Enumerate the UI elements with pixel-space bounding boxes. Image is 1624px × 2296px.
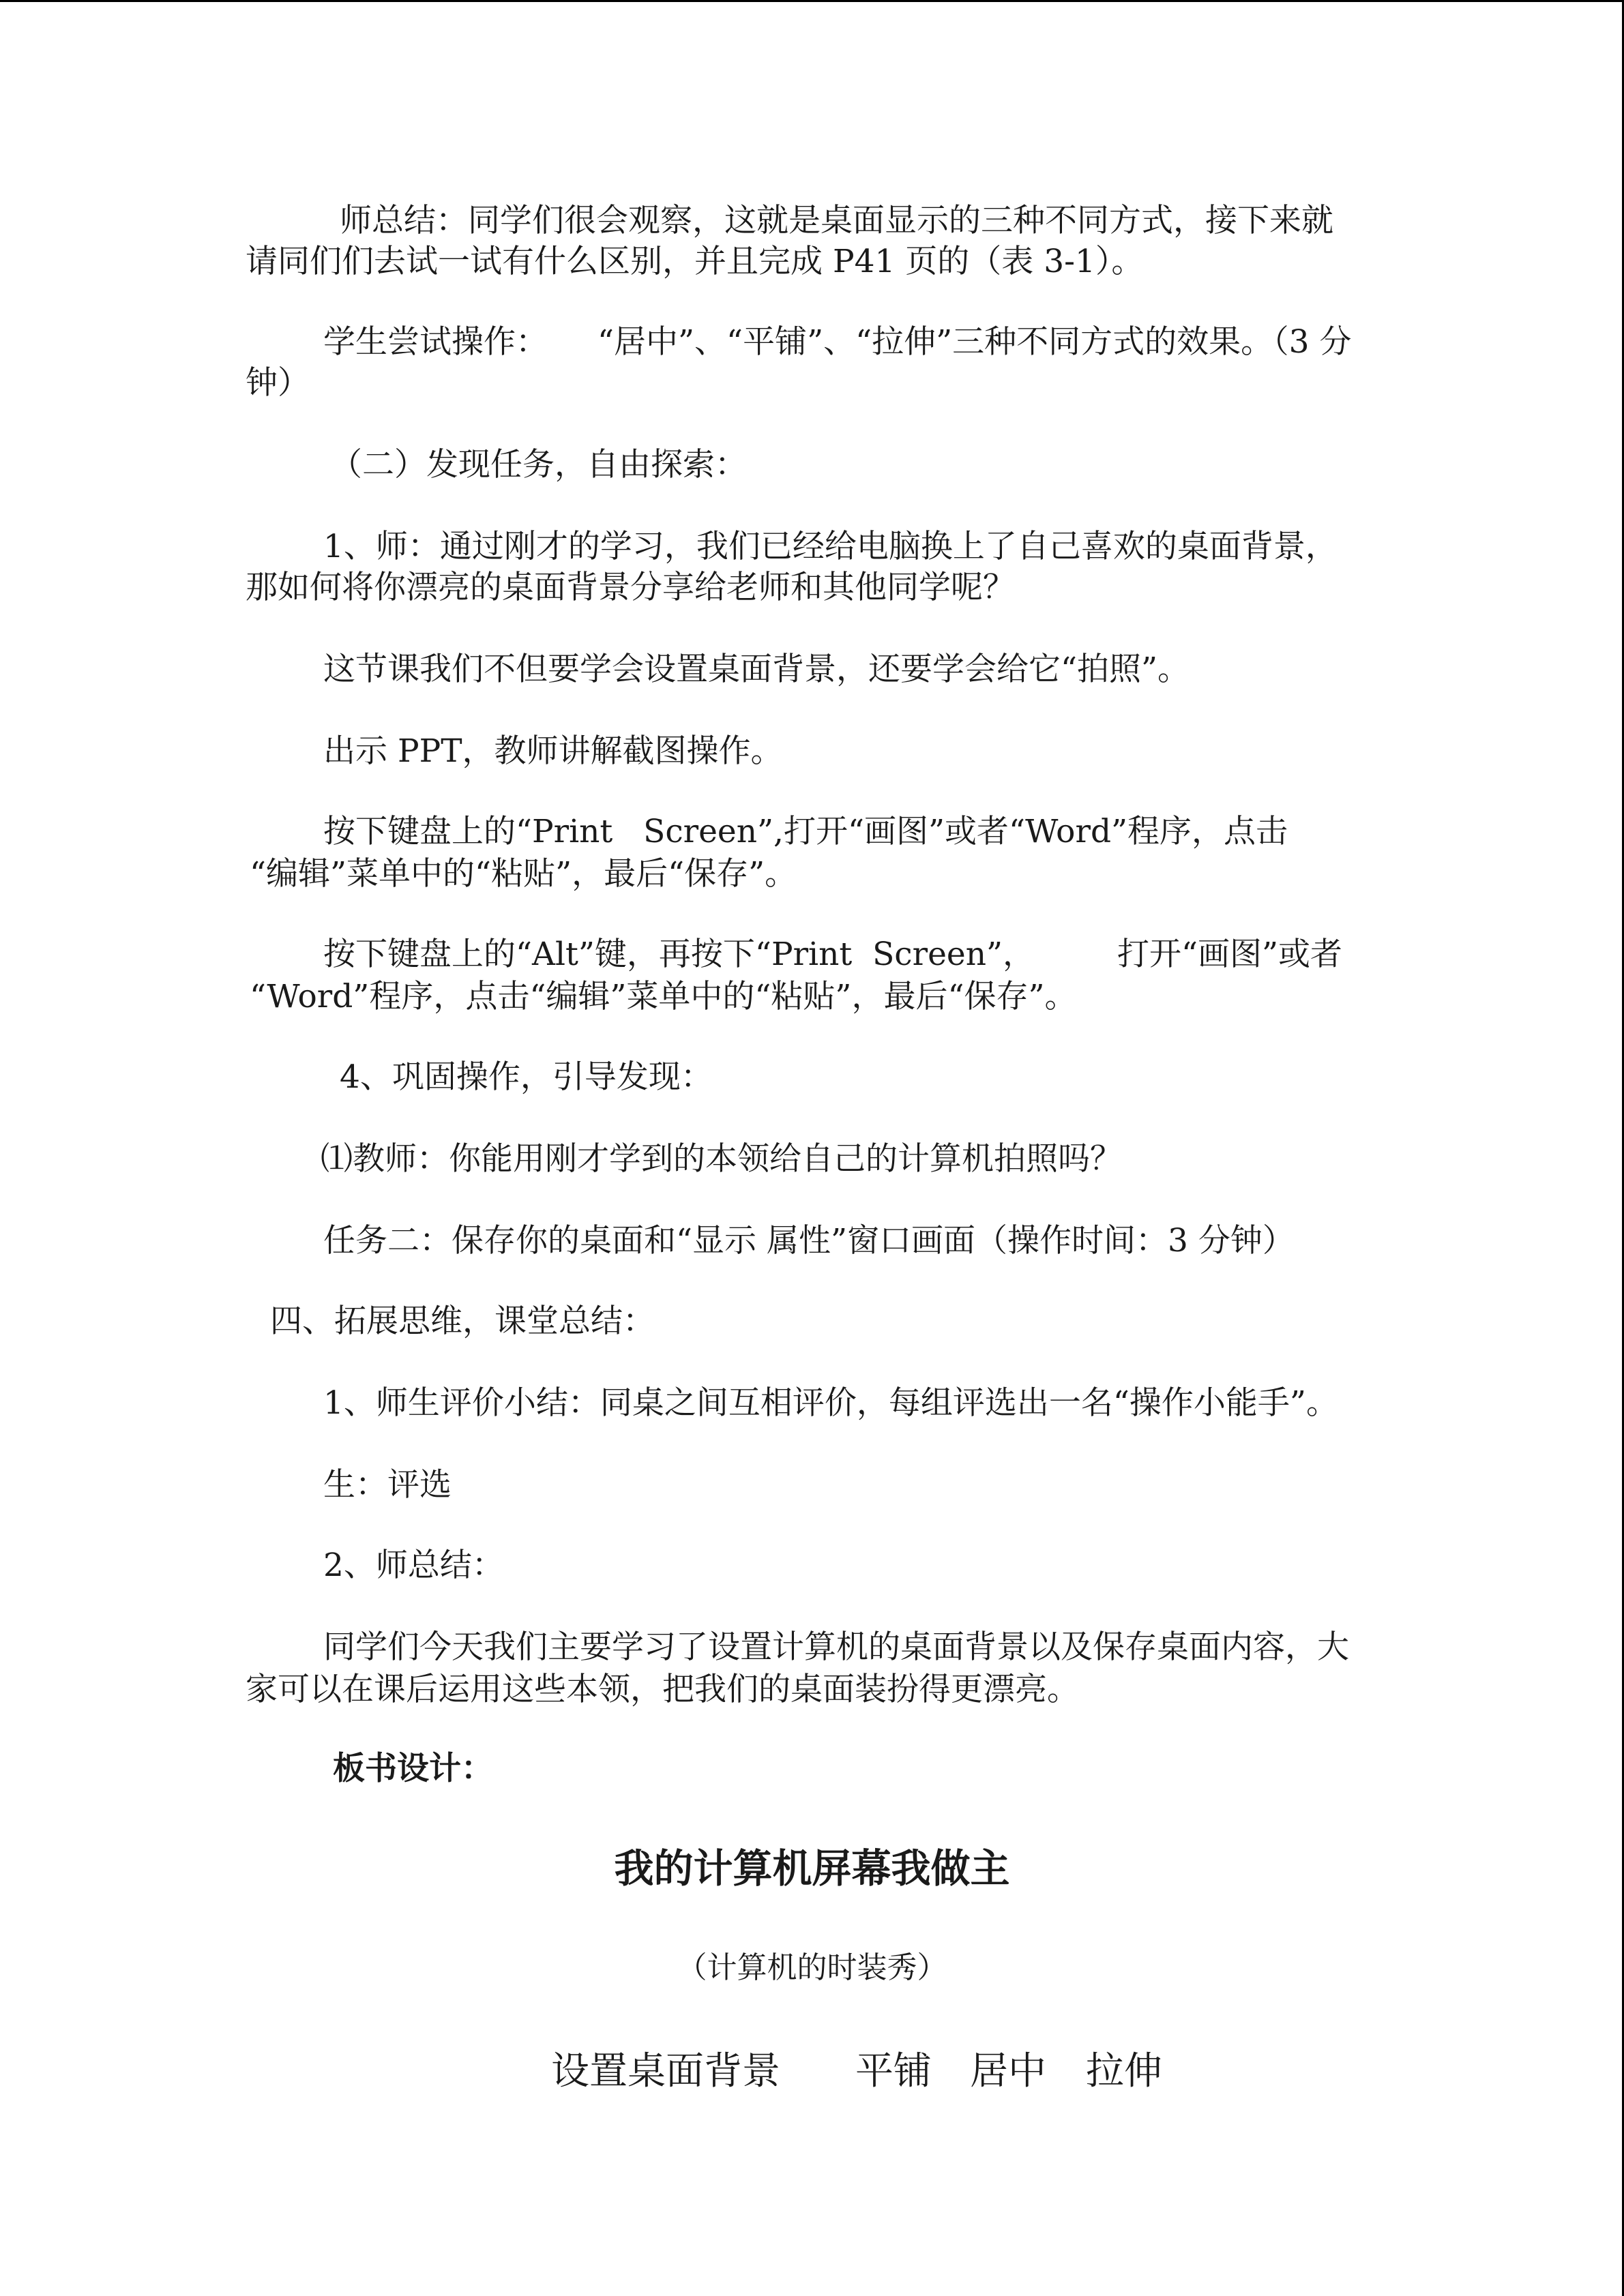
- paragraph-line: [0, 975, 1624, 1062]
- line-text: 任务二：保存你的桌面和“显示 属性”窗口画面（操作时间：3 分钟）: [323, 1222, 1295, 1259]
- board-item: 平铺: [855, 2049, 932, 2093]
- paragraph-line: [0, 648, 1624, 735]
- paragraph-line: [0, 1463, 1624, 1551]
- paragraph-line: [0, 361, 1624, 449]
- board-item: 居中: [970, 2049, 1046, 2093]
- line-text: 师总结：同学们很会观察，这就是桌面显示的三种不同方式，接下来就: [340, 202, 1333, 239]
- paragraph-line: [0, 443, 1624, 531]
- top-border: [0, 0, 1624, 2]
- line-text: ⑴教师：你能用刚才学到的本领给自己的计算机拍照吗？: [321, 1140, 1122, 1178]
- line-text: 四、拓展思维，课堂总结：: [270, 1302, 655, 1340]
- line-text: 同学们今天我们主要学习了设置计算机的桌面背景以及保存桌面内容，大: [323, 1628, 1349, 1666]
- line-text: 家可以在课后运用这些本领，把我们的桌面装扮得更漂亮。: [246, 1671, 1079, 1708]
- board-item: 拉伸: [1086, 2049, 1162, 2093]
- paragraph-line: [0, 240, 1624, 327]
- line-text: 请同们们去试一试有什么区别，并且完成 P41 页的（表 3-1）。: [246, 243, 1144, 280]
- line-text: 按下键盘上的“Print Screen”,打开“画图”或者“Word”程序，点击: [323, 813, 1288, 850]
- paragraph-line: [0, 1300, 1624, 1387]
- paragraph-line: [0, 730, 1624, 817]
- board-subtitle: （计算机的时装秀）: [677, 1950, 947, 1985]
- paragraph-line: [0, 566, 1624, 653]
- line-text: 出示 PPT，教师讲解截图操作。: [323, 732, 783, 770]
- board-item: 设置桌面背景: [551, 2049, 780, 2093]
- line-text: 4、巩固操作，引导发现：: [340, 1058, 713, 1096]
- paragraph-line: [0, 1382, 1624, 1469]
- paragraph-line: [0, 1056, 1624, 1143]
- board-design-heading: [0, 1747, 1624, 1834]
- paragraph-line: [0, 1544, 1624, 1631]
- line-text: 按下键盘上的“Alt”键，再按下“Print Screen”，: [323, 936, 1035, 973]
- line-text: 2、师总结：: [323, 1547, 504, 1584]
- line-text: 1、师：通过刚才的学习，我们已经给电脑换上了自己喜欢的桌面背景，: [323, 528, 1338, 565]
- paragraph-line: [0, 1137, 1624, 1225]
- line-text: 板书设计：: [333, 1750, 493, 1787]
- line-text: 这节课我们不但要学会设置桌面背景，还要学会给它“拍照”。: [323, 651, 1190, 688]
- line-text: 打开“画图”或者: [1117, 936, 1343, 973]
- line-text: 生：评选: [323, 1466, 452, 1504]
- board-items-row: [0, 2044, 1624, 2099]
- line-text: 1、师生评价小结：同桌之间互相评价，每组评选出一名“操作小能手”。: [323, 1384, 1338, 1422]
- paragraph-line: [0, 852, 1624, 940]
- line-text: “Word”程序，点击“编辑”菜单中的“粘贴”，最后“保存”。: [250, 978, 1077, 1015]
- line-text: 那如何将你漂亮的桌面背景分享给老师和其他同学呢？: [246, 569, 1015, 606]
- line-text: “居中”、“平铺”、“拉伸”三种不同方式的效果。（3 分: [597, 323, 1352, 361]
- line-text: （二）发现任务，自由探索：: [330, 446, 747, 483]
- line-text: 钟）: [246, 364, 310, 402]
- paragraph-line: [0, 1668, 1624, 1755]
- line-text: 学生尝试操作：: [323, 323, 548, 361]
- line-text: “编辑”菜单中的“粘贴”，最后“保存”。: [250, 855, 797, 893]
- paragraph-line: [0, 1219, 1624, 1307]
- board-title: 我的计算机屏幕我做主: [614, 1845, 1010, 1892]
